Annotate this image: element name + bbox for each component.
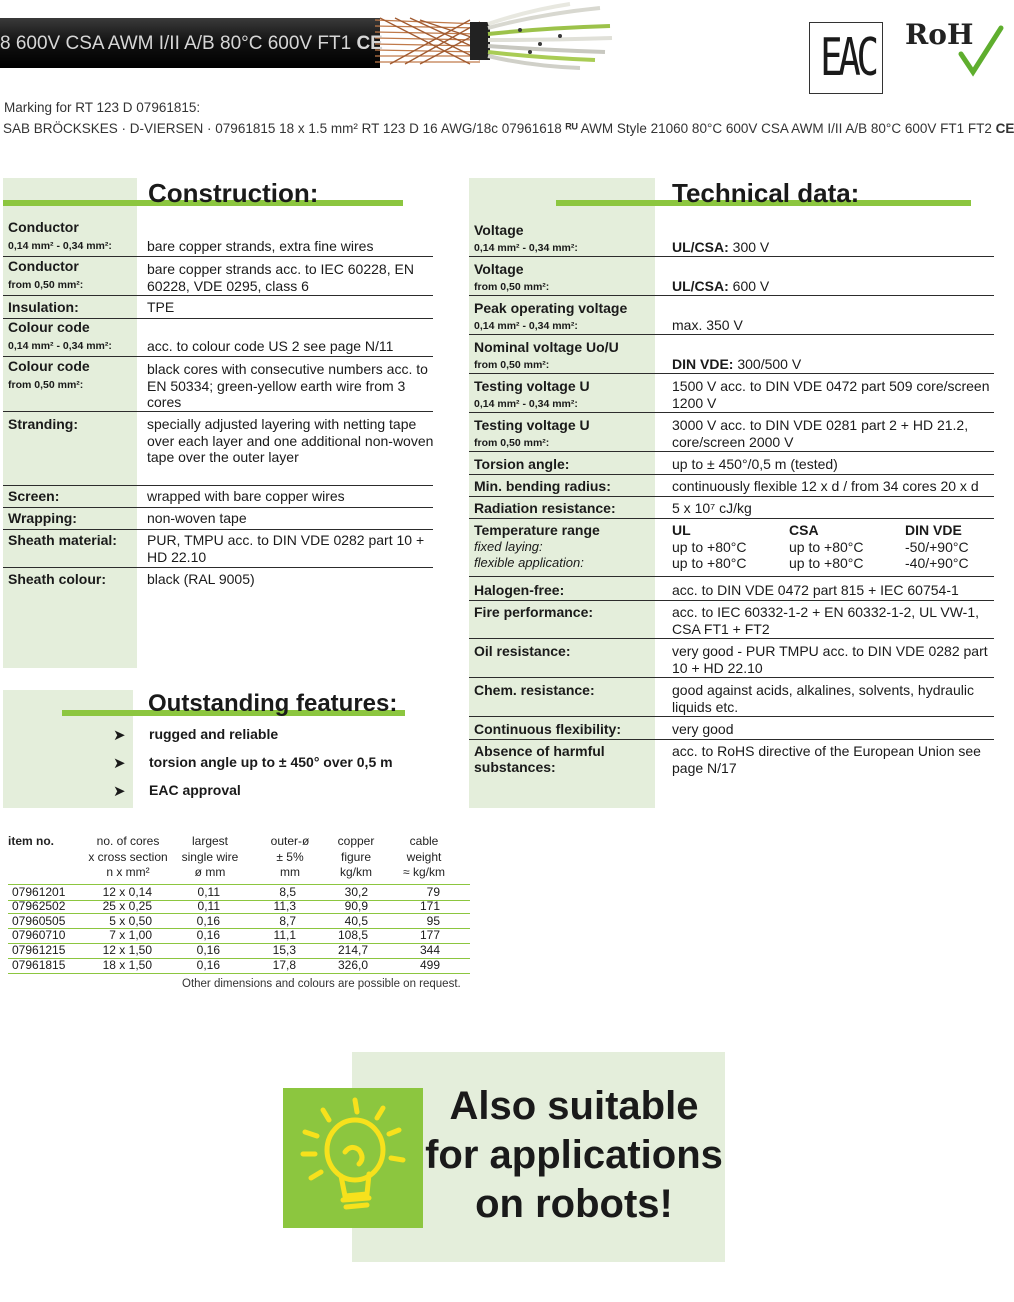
promo-text: Also suitable for applications on robots!	[425, 1084, 723, 1226]
technical-value: 5 x 10⁷ cJ/kg	[672, 500, 752, 516]
temperature-row	[469, 518, 994, 577]
arrow-bullet-icon: ➤	[113, 755, 126, 772]
construction-sublabel: 0,14 mm² - 0,34 mm²:	[8, 340, 112, 352]
technical-value-bold: UL/CSA:	[672, 278, 729, 294]
technical-value: good against acids, alkalines, solvents, hydraulic liquids etc.	[672, 682, 974, 715]
technical-row	[469, 257, 994, 296]
table-cell: 90,9	[344, 898, 368, 913]
technical-value-text: 300/500 V	[733, 356, 802, 372]
construction-label: Conductor	[8, 219, 79, 235]
temperature-label: Temperature range	[474, 522, 600, 538]
table-cell: 0,16	[196, 958, 220, 972]
construction-label: Colour code	[8, 319, 90, 335]
construction-value: PUR, TMPU acc. to DIN VDE 0282 part 10 + HD 22.10	[147, 532, 425, 565]
lightbulb-icon	[283, 1088, 423, 1228]
technical-value-bold: UL/CSA:	[672, 239, 729, 255]
table-header-cell: largest single wire ø mm	[181, 834, 239, 879]
technical-sublabel: from 0,50 mm²:	[474, 281, 550, 293]
table-cell: 15,3	[272, 943, 296, 958]
marking-line: SAB BRÖCKSKES · D-VIERSEN · 07961815 18 x 1.5 mm² RT 123 D 16 AWG/18c 07961618 ᴿᵁ AWM Style 21060 80°C 600V CSA AWM I/II A/B 80°C 600V FT1 FT2 CE	[3, 121, 1014, 136]
feature-item: torsion angle up to ± 450° over 0,5 m	[149, 754, 393, 770]
table-cell: 214,7	[337, 943, 368, 958]
table-cell: 0,16	[196, 913, 220, 928]
technical-row	[469, 678, 994, 717]
technical-sublabel: 0,14 mm² - 0,34 mm²:	[474, 398, 578, 410]
construction-sublabel: from 0,50 mm²:	[8, 279, 84, 291]
technical-value-bold: DIN VDE:	[672, 356, 734, 372]
construction-label: Wrapping:	[8, 510, 77, 526]
construction-label: Stranding:	[8, 416, 78, 432]
temperature-sublabel: fixed laying:	[474, 539, 543, 554]
technical-value: acc. to DIN VDE 0472 part 815 + IEC 60754-1	[672, 582, 959, 598]
technical-value-text: 600 V	[728, 278, 770, 294]
table-cell: 11,1	[273, 928, 296, 943]
technical-label: Radiation resistance:	[474, 500, 616, 516]
technical-label: Fire performance:	[474, 604, 594, 620]
table-cell: 11,3	[273, 898, 296, 913]
arrow-bullet-icon: ➤	[113, 727, 126, 744]
technical-row	[469, 296, 994, 335]
construction-label: Sheath material:	[8, 532, 117, 548]
construction-label: Sheath colour:	[8, 571, 107, 587]
table-cell: 171	[419, 898, 440, 913]
temperature-value: up to +80°C	[672, 555, 747, 571]
technical-label: Nominal voltage Uo/U	[474, 339, 619, 355]
technical-label: Oil resistance:	[474, 643, 571, 659]
table-cell: 25 x 0,25	[102, 898, 152, 913]
construction-row	[3, 529, 433, 568]
table-cell: 17,8	[272, 958, 296, 972]
temperature-value: up to +80°C	[672, 539, 747, 555]
table-row	[8, 958, 470, 974]
technical-value: continuously flexible 12 x d / from 34 cores 20 x d	[672, 478, 979, 494]
construction-label: Conductor	[8, 258, 79, 274]
table-cell: 0,11	[197, 885, 220, 899]
technical-value-text: 300 V	[728, 239, 770, 255]
table-cell: 95	[426, 913, 440, 928]
temperature-column-head: CSA	[789, 522, 819, 538]
construction-section	[3, 178, 433, 668]
construction-row	[3, 568, 433, 590]
marking-label: Marking for RT 123 D 07961815:	[4, 100, 201, 115]
technical-sublabel: from 0,50 mm²:	[474, 359, 550, 371]
features-title: Outstanding features:	[148, 690, 398, 717]
table-cell: 07961815	[12, 958, 66, 972]
technical-row	[469, 578, 994, 601]
feature-item: rugged and reliable	[149, 726, 279, 742]
temperature-column-head: DIN VDE	[905, 522, 962, 538]
technical-value: max. 350 V	[672, 317, 743, 333]
construction-sublabel: from 0,50 mm²:	[8, 379, 84, 391]
rohs-logo: RoH	[903, 18, 1001, 78]
table-cell: 108,5	[337, 928, 368, 943]
technical-row	[469, 474, 994, 497]
cable-print-text: 8 600V CSA AWM I/II A/B 80°C 600V FT1 CE	[0, 33, 383, 54]
construction-sublabel: 0,14 mm² - 0,34 mm²:	[8, 240, 112, 252]
table-cell: 0,16	[196, 928, 220, 943]
temperature-value: -50/+90°C	[905, 539, 969, 555]
table-footnote: Other dimensions and colours are possible on request.	[182, 978, 461, 990]
table-header-cell: copper figure kg/km	[337, 834, 375, 879]
technical-row	[469, 413, 994, 452]
table-cell: 07960505	[12, 913, 66, 928]
construction-value: acc. to colour code US 2 see page N/11	[147, 338, 394, 354]
technical-label: Testing voltage U	[474, 378, 590, 394]
table-cell: 344	[419, 943, 440, 958]
arrow-bullet-icon: ➤	[113, 783, 126, 800]
technical-value: acc. to RoHS directive of the European Union see page N/17	[672, 743, 981, 776]
construction-value: specially adjusted layering with netting tape over each layer and one additional non-woven tape over the outer layer	[147, 416, 434, 465]
construction-row	[3, 218, 433, 257]
construction-value: black cores with consecutive numbers acc. to EN 50334; green-yellow earth wire from 3 cores	[147, 361, 428, 410]
features-section	[3, 690, 433, 808]
construction-title: Construction:	[148, 178, 319, 208]
ce-mark: CE	[356, 33, 383, 54]
temperature-value: up to +80°C	[789, 539, 864, 555]
construction-value: bare copper strands, extra fine wires	[147, 238, 374, 254]
construction-row	[3, 413, 433, 486]
construction-row	[3, 485, 433, 508]
temperature-value: -40/+90°C	[905, 555, 969, 571]
checkmark-icon	[959, 24, 1003, 80]
technical-value	[672, 239, 1002, 256]
construction-row	[3, 507, 433, 530]
table-row	[8, 943, 470, 959]
table-cell: 07960710	[12, 928, 66, 943]
table-cell: 12 x 1,50	[102, 943, 152, 958]
table-cell: 326,0	[337, 958, 368, 972]
construction-row	[3, 318, 433, 357]
construction-label: Screen:	[8, 488, 60, 504]
technical-row	[469, 717, 994, 740]
technical-section	[469, 178, 994, 808]
table-row	[8, 914, 470, 930]
technical-row	[469, 374, 994, 413]
eac-logo: EAC	[809, 22, 883, 94]
table-cell: 0,16	[196, 943, 220, 958]
technical-value: very good - PUR TMPU acc. to DIN VDE 0282 part 10 + HD 22.10	[672, 643, 988, 676]
technical-label: Voltage	[474, 222, 524, 238]
table-cell: 07961201	[12, 885, 66, 899]
table-cell: 5 x 0,50	[109, 913, 152, 928]
table-row	[8, 899, 470, 915]
table-row	[8, 928, 470, 944]
technical-label: Continuous flexibility:	[474, 721, 621, 737]
technical-row	[469, 335, 994, 374]
technical-label: Halogen-free:	[474, 582, 565, 598]
technical-label: Voltage	[474, 261, 524, 277]
construction-value: wrapped with bare copper wires	[147, 488, 345, 504]
table-cell: 18 x 1,50	[102, 958, 152, 972]
table-cell: 40,5	[344, 913, 368, 928]
construction-value: bare copper strands acc. to IEC 60228, EN 60228, VDE 0295, class 6	[147, 261, 414, 294]
technical-value: up to ± 450°/0,5 m (tested)	[672, 456, 838, 472]
construction-value: TPE	[147, 299, 175, 315]
technical-value: very good	[672, 721, 734, 737]
construction-label: Insulation:	[8, 299, 79, 315]
technical-value: 1500 V acc. to DIN VDE 0472 part 509 core/screen 1200 V	[672, 378, 990, 411]
construction-row	[3, 357, 433, 412]
technical-label: Chem. resistance:	[474, 682, 595, 698]
technical-row	[469, 639, 994, 678]
table-header-cell: no. of cores x cross section n x mm²	[88, 834, 168, 879]
table-cell: 79	[426, 885, 440, 899]
technical-label: Testing voltage U	[474, 417, 590, 433]
technical-title: Technical data:	[672, 178, 860, 208]
technical-label: Peak operating voltage	[474, 300, 628, 316]
technical-label: Min. bending radius:	[474, 478, 611, 494]
technical-row	[469, 452, 994, 475]
table-cell: 7 x 1,00	[109, 928, 152, 943]
table-header-cell: outer-ø ± 5% mm	[270, 834, 310, 879]
table-header-cell: item no.	[8, 834, 55, 848]
table-cell: 07961215	[12, 943, 66, 958]
technical-sublabel: 0,14 mm² - 0,34 mm²:	[474, 242, 578, 254]
temperature-value: up to +80°C	[789, 555, 864, 571]
technical-label: Torsion angle:	[474, 456, 570, 472]
technical-value: acc. to IEC 60332-1-2 + EN 60332-1-2, UL VW-1, CSA FT1 + FT2	[672, 604, 979, 637]
technical-value	[672, 278, 1002, 295]
construction-value: black (RAL 9005)	[147, 571, 255, 587]
technical-row	[469, 496, 994, 519]
construction-row	[3, 257, 433, 296]
lightbulb-tile	[283, 1088, 423, 1228]
table-cell: 12 x 0,14	[102, 885, 152, 899]
technical-value: 3000 V acc. to DIN VDE 0281 part 2 + HD 21.2, core/screen 2000 V	[672, 417, 969, 450]
table-cell: 8,5	[279, 885, 296, 899]
feature-item: EAC approval	[149, 782, 241, 798]
technical-row	[469, 218, 994, 257]
ul-mark-icon: ᴿᵁ	[565, 121, 578, 136]
table-cell: 177	[419, 928, 440, 943]
technical-label: Absence of harmful substances:	[474, 743, 605, 775]
table-cell: 07962502	[12, 898, 66, 913]
table-cell: 0,11	[197, 898, 220, 913]
table-cell: 8,7	[279, 913, 296, 928]
technical-sublabel: 0,14 mm² - 0,34 mm²:	[474, 320, 578, 332]
construction-label: Colour code	[8, 358, 90, 374]
technical-value	[672, 356, 1002, 373]
construction-value: non-woven tape	[147, 510, 247, 526]
temperature-column-head: UL	[672, 522, 691, 538]
construction-row	[3, 296, 433, 319]
temperature-sublabel: flexible application:	[474, 555, 584, 570]
table-header-cell: cable weight ≈ kg/km	[403, 834, 445, 879]
technical-row	[469, 739, 994, 783]
technical-sublabel: from 0,50 mm²:	[474, 437, 550, 449]
table-cell: 499	[419, 958, 440, 972]
table-cell: 30,2	[344, 885, 368, 899]
technical-row	[469, 600, 994, 639]
